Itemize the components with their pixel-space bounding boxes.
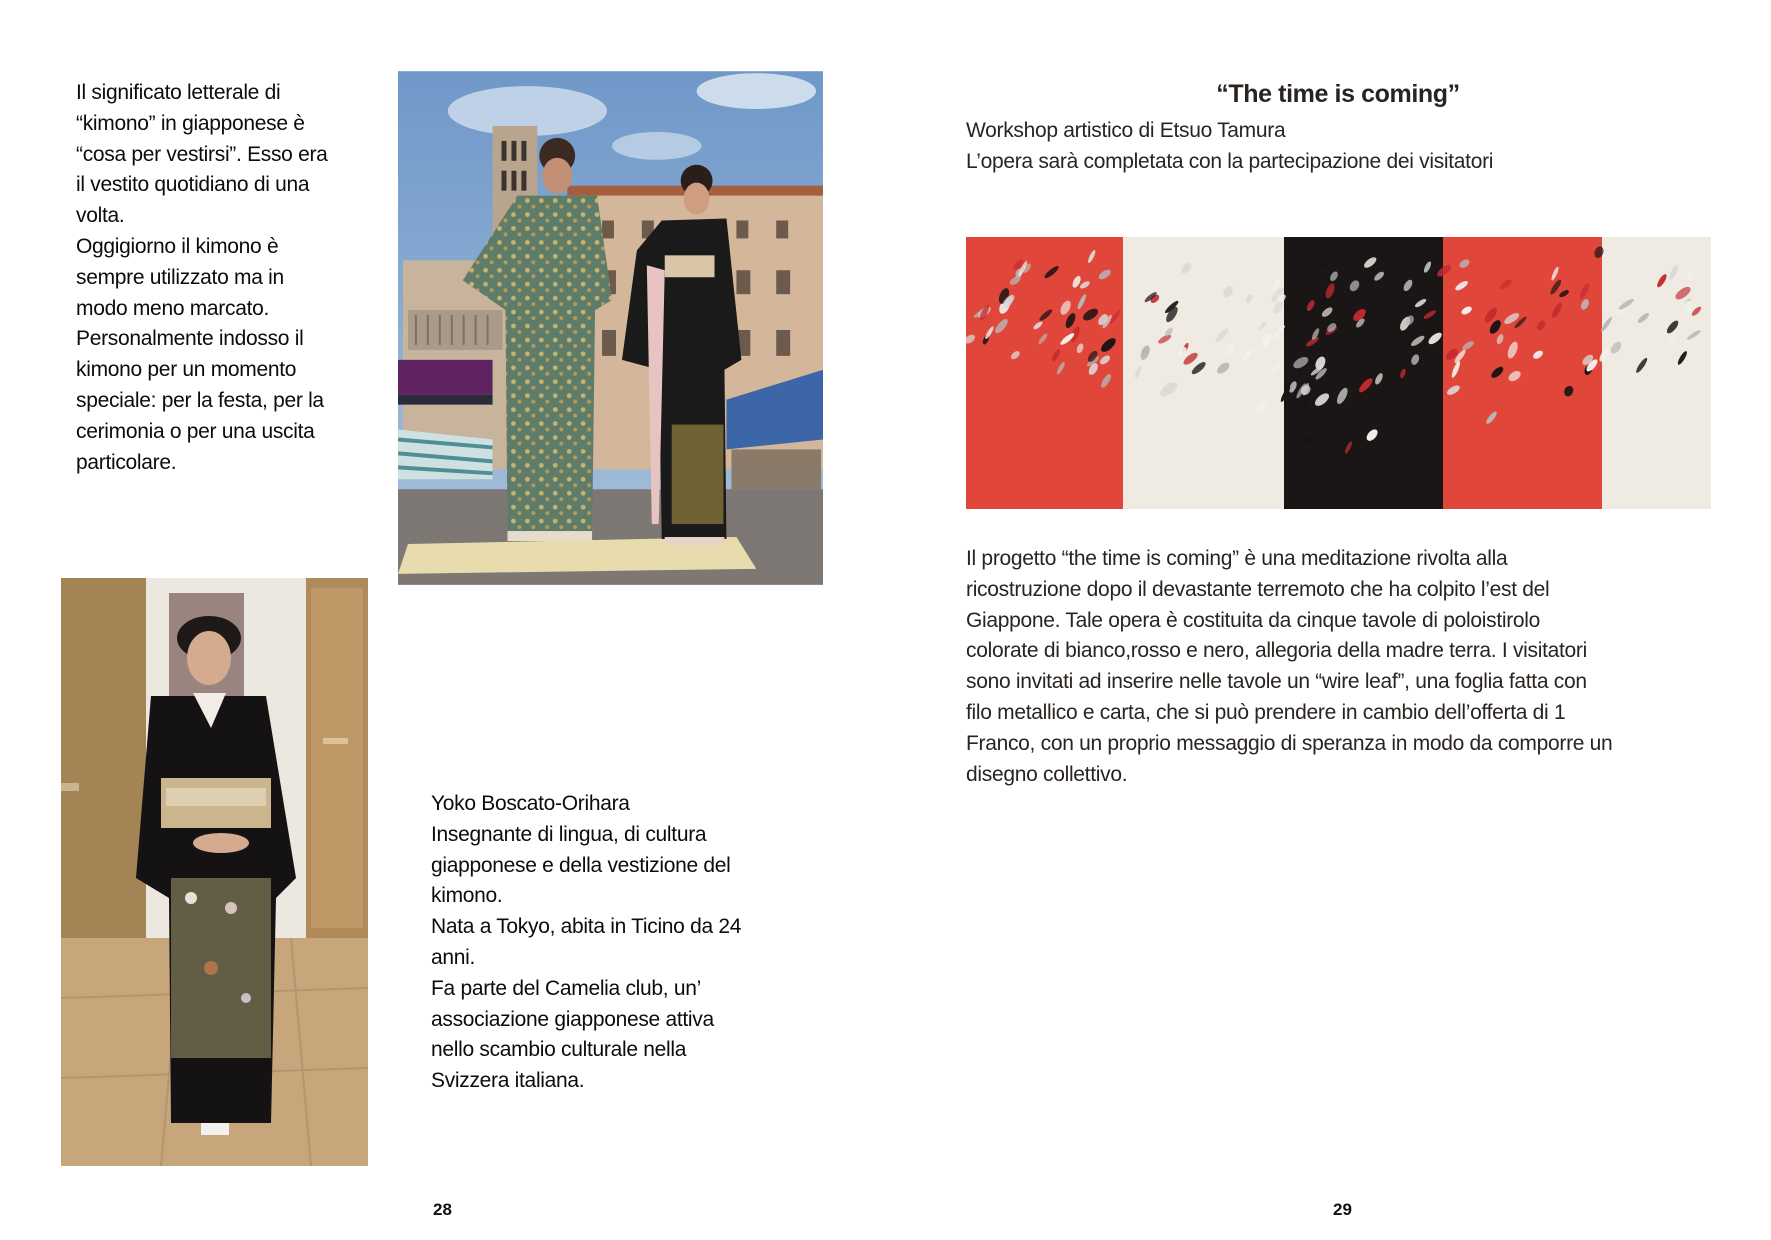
bio-name: Yoko Boscato-Orihara	[431, 792, 630, 815]
kimono-dressing-photo-image	[398, 70, 823, 586]
text-line: giapponese e della vestizione del	[431, 853, 731, 877]
page-number-left: 28	[433, 1200, 452, 1219]
time-is-coming-artwork-image	[966, 237, 1711, 509]
text-line: Il significato letterale di	[76, 81, 281, 104]
time-is-coming-artwork	[966, 237, 1711, 509]
text-line: Insegnante di lingua, di cultura	[431, 822, 707, 846]
page-28	[0, 0, 885, 1240]
text-line: cerimonia o per una uscita	[76, 419, 315, 443]
text-line: colorate di bianco,rosso e nero, allegoria della madre terra. I visitatori	[966, 639, 1587, 663]
kimono-intro-text	[76, 78, 388, 478]
text-line: Franco, con un proprio messaggio di speranza in modo da comporre un	[966, 731, 1613, 755]
text-line: Fa parte del Camelia club, un’	[431, 976, 701, 1000]
art-panel-white-2	[1602, 237, 1711, 509]
text-line: sempre utilizzato ma in	[76, 265, 284, 289]
text-line: speciale: per la festa, per la	[76, 388, 324, 412]
kimono-dressing-photo	[398, 70, 823, 586]
page-29	[885, 0, 1771, 1240]
text-line: filo metallico e carta, che si può prendere in cambio dell’offerta di 1	[966, 700, 1566, 724]
text-line: kimono per un momento	[76, 358, 297, 382]
art-panel-white-1	[1123, 237, 1284, 509]
yoko-portrait-photo-image	[61, 578, 368, 1166]
subtitle-line: L’opera sarà completata con la partecipazione dei visitatori	[966, 149, 1494, 173]
text-line: Giappone. Tale opera è costituita da cinque tavole di poloistirolo	[966, 608, 1541, 632]
artwork-description	[966, 544, 1726, 790]
art-panel-black	[1284, 237, 1443, 509]
subtitle-line: Workshop artistico di Etsuo Tamura	[966, 119, 1286, 142]
page-number-right: 29	[1333, 1200, 1352, 1219]
text-line: “cosa per vestirsi”. Esso era	[76, 142, 328, 166]
text-line: anni.	[431, 945, 476, 969]
text-line: volta.	[76, 204, 125, 228]
text-line: Personalmente indosso il	[76, 327, 304, 351]
text-line: Il progetto “the time is coming” è una meditazione rivolta alla	[966, 547, 1508, 570]
text-line: nello scambio culturale nella	[431, 1038, 687, 1062]
text-line: disegno collettivo.	[966, 762, 1128, 786]
text-line: associazione giapponese attiva	[431, 1007, 714, 1031]
text-line: Svizzera italiana.	[431, 1069, 585, 1093]
art-panel-red-2	[1443, 237, 1602, 509]
text-line: sono invitati ad inserire nelle tavole un “wire leaf”, una foglia fatta con	[966, 670, 1587, 694]
artwork-title: “The time is coming”	[1216, 80, 1460, 108]
text-line: Nata a Tokyo, abita in Ticino da 24	[431, 915, 742, 939]
text-line: “kimono” in giapponese è	[76, 111, 305, 135]
artwork-subtitle	[966, 116, 1493, 178]
text-line: modo meno marcato.	[76, 296, 270, 320]
yoko-portrait-photo	[61, 578, 368, 1166]
text-line: Oggigiorno il kimono è	[76, 234, 279, 258]
text-line: ricostruzione dopo il devastante terremoto che ha colpito l’est del	[966, 577, 1550, 601]
text-line: particolare.	[76, 450, 177, 474]
yoko-bio-caption	[431, 789, 831, 1097]
text-line: il vestito quotidiano di una	[76, 173, 310, 197]
text-line: kimono.	[431, 884, 503, 908]
